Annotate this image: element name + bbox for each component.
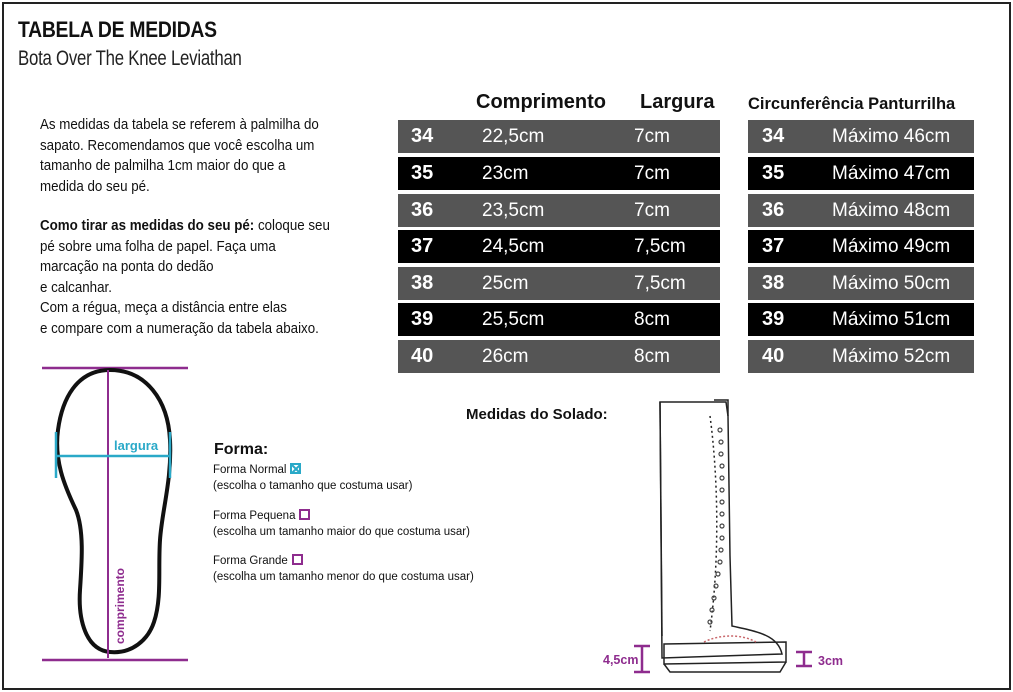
size-cell: 37 <box>762 235 785 257</box>
comprimento-cell: 25cm <box>482 272 529 294</box>
largura-cell: 7cm <box>634 199 670 221</box>
sole-height-label: 3cm <box>818 654 844 668</box>
calf-max-cell: Máximo 49cm <box>832 235 951 257</box>
instruction-line: pé sobre uma folha de papel. Faça uma <box>40 238 276 255</box>
forma-option-hint: (escolha um tamanho maior do que costuma usar) <box>213 526 470 538</box>
calf-max-cell: Máximo 47cm <box>832 162 951 184</box>
size-cell: 34 <box>762 125 785 147</box>
checkbox-icon[interactable] <box>292 554 303 565</box>
size-table-row <box>398 267 720 300</box>
checkbox-icon[interactable] <box>299 509 310 520</box>
size-table-row <box>398 157 720 190</box>
column-header-largura: Largura <box>640 91 715 113</box>
largura-cell: 8cm <box>634 308 670 330</box>
size-table-row <box>398 194 720 227</box>
comprimento-cell: 23cm <box>482 162 529 184</box>
length-label: comprimento <box>113 567 127 644</box>
size-table-row <box>398 303 720 336</box>
forma-option-hint: (escolha um tamanho menor do que costuma usar) <box>213 571 474 583</box>
size-cell: 39 <box>411 308 434 330</box>
size-cell: 34 <box>411 125 434 147</box>
instruction-line: marcação na ponta do dedão <box>40 259 214 275</box>
instruction-line: medida do seu pé. <box>40 178 150 195</box>
calf-max-cell: Máximo 50cm <box>832 272 951 294</box>
column-header-comprimento: Comprimento <box>476 91 606 113</box>
size-cell: 35 <box>762 162 785 184</box>
forma-heading: Forma: <box>214 441 269 458</box>
largura-cell: 7,5cm <box>634 272 686 294</box>
size-cell: 37 <box>411 235 434 257</box>
instruction-line: Com a régua, meça a distância entre elas <box>40 300 287 316</box>
size-table-row <box>398 230 720 263</box>
instructions-paragraph-2 <box>40 216 330 339</box>
instruction-text: coloque seu <box>254 218 330 234</box>
largura-cell: 7cm <box>634 125 670 147</box>
comprimento-cell: 26cm <box>482 345 529 367</box>
size-table-row <box>398 120 720 153</box>
comprimento-cell: 24,5cm <box>482 235 545 257</box>
comprimento-cell: 25,5cm <box>482 308 545 330</box>
sole-height-marker <box>796 652 812 666</box>
heel-height-label: 4,5cm <box>603 653 639 667</box>
size-cell: 38 <box>762 272 785 294</box>
size-cell: 40 <box>762 345 785 367</box>
size-table-row <box>398 340 720 373</box>
instruction-line: tamanho de palmilha 1cm maior do que a <box>40 158 286 174</box>
forma-option-name: Forma Pequena <box>213 510 296 522</box>
calf-max-cell: Máximo 52cm <box>832 345 951 367</box>
calf-table-row <box>748 120 974 153</box>
comprimento-cell: 23,5cm <box>482 199 545 221</box>
forma-option-pequena <box>213 508 470 540</box>
boot-diagram <box>600 396 850 686</box>
calf-max-cell: Máximo 46cm <box>832 125 951 147</box>
instruction-line <box>40 216 330 237</box>
instruction-line: e calcanhar. <box>40 279 112 296</box>
width-label: largura <box>114 438 159 453</box>
instruction-line: e compare com a numeração da tabela abaixo. <box>40 320 319 337</box>
size-cell: 36 <box>762 199 785 221</box>
instruction-heading: Como tirar as medidas do seu pé: <box>40 218 255 234</box>
forma-option-grande <box>213 553 474 585</box>
size-cell: 39 <box>762 308 785 330</box>
column-header-circunferencia: Circunferência Panturrilha <box>748 95 956 113</box>
checkbox-checked-icon[interactable] <box>290 463 301 474</box>
page-title: TABELA DE MEDIDAS <box>18 17 217 42</box>
size-cell: 35 <box>411 162 434 184</box>
size-cell: 38 <box>411 272 434 294</box>
forma-option-name: Forma Grande <box>213 555 288 567</box>
calf-table-row <box>748 303 974 336</box>
calf-table-row <box>748 157 974 190</box>
calf-table-row <box>748 194 974 227</box>
size-cell: 36 <box>411 199 434 221</box>
calf-table-row <box>748 230 974 263</box>
instruction-line: sapato. Recomendamos que você escolha um <box>40 137 315 154</box>
largura-cell: 7,5cm <box>634 235 686 257</box>
instruction-line: As medidas da tabela se referem à palmilha do <box>40 117 319 133</box>
size-cell: 40 <box>411 345 434 367</box>
comprimento-cell: 22,5cm <box>482 125 545 147</box>
forma-option-hint: (escolha o tamanho que costuma usar) <box>213 480 413 492</box>
calf-max-cell: Máximo 51cm <box>832 308 951 330</box>
foot-measurement-diagram <box>36 360 196 670</box>
forma-option-normal <box>213 462 412 494</box>
calf-table-row <box>748 267 974 300</box>
calf-table-row <box>748 340 974 373</box>
largura-cell: 8cm <box>634 345 670 367</box>
calf-max-cell: Máximo 48cm <box>832 199 951 221</box>
solado-heading: Medidas do Solado: <box>466 406 608 423</box>
largura-cell: 7cm <box>634 162 670 184</box>
product-subtitle: Bota Over The Knee Leviathan <box>18 47 242 70</box>
lace-eyelets <box>708 428 724 624</box>
forma-option-name: Forma Normal <box>213 464 287 476</box>
instructions-paragraph-1 <box>40 115 319 197</box>
